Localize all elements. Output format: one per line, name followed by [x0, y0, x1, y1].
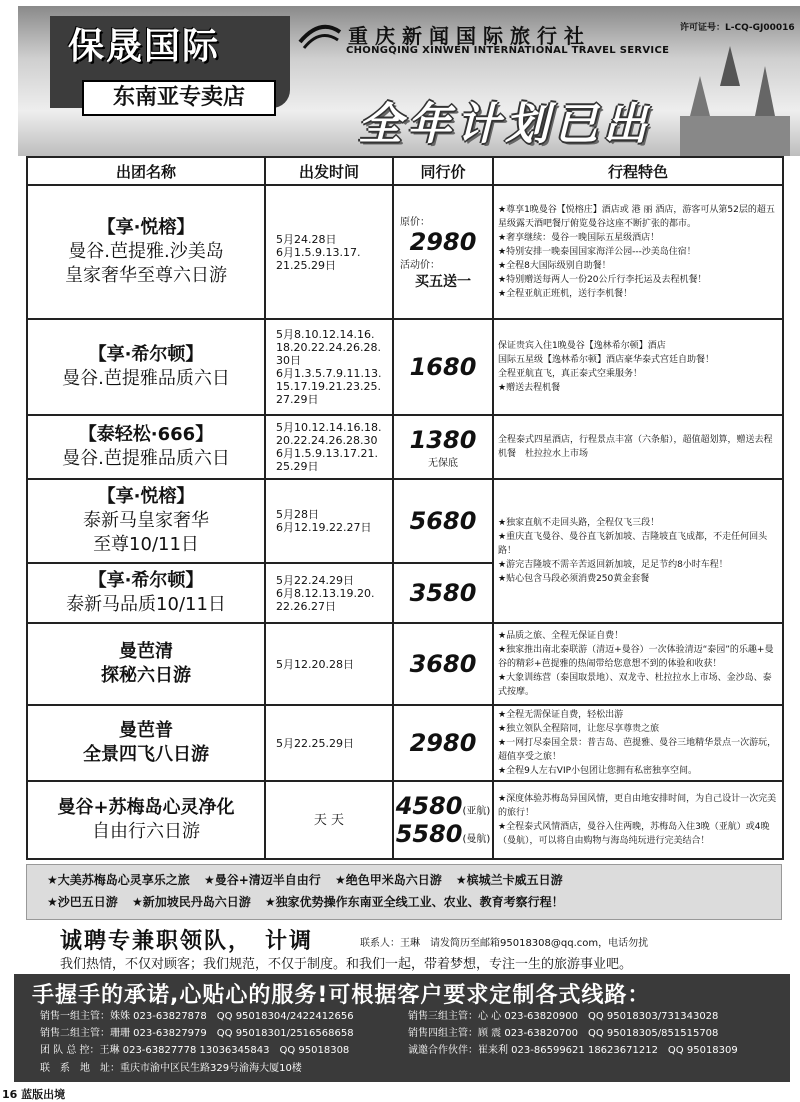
contacts-left — [40, 1008, 354, 1059]
more-tour-item: ★槟城兰卡威五日游 — [455, 873, 563, 887]
recruit-title: 诚聘专兼职领队， 计调 — [60, 929, 314, 954]
tour-features: 保证贵宾入住1晚曼谷【逸林希尔顿】酒店 国际五星级【逸林希尔顿】酒店豪华泰式宫廷自助餐！ 全程亚航直飞，真正泰式空乘服务！ ★赠送去程机餐 — [493, 319, 783, 415]
agency-name-cn: 重庆新闻国际旅行社 — [348, 24, 591, 48]
contact-line: 销售三组主管：心 心 023-63820900 QQ 95018303/731343028 — [408, 1011, 719, 1022]
contact-footer — [14, 974, 790, 1082]
departure-dates: 5月28日 6月12.19.22.27日 — [265, 479, 393, 563]
more-tour-item: ★绝色甲米岛六日游 — [334, 873, 442, 887]
departure-dates: 5月22.24.29日 6月8.12.13.19.20. 22.26.27日 — [265, 563, 393, 623]
tour-name: 【享·希尔顿】 曼谷.芭提雅品质六日 — [27, 319, 265, 415]
table-row — [27, 705, 783, 781]
tour-features: ★独家直航不走回头路，全程仅飞三段！ ★重庆直飞曼谷、曼谷直飞新加坡、吉隆坡直飞成都，不走任何回头路！ ★游完吉隆坡不需辛苦返回新加坡，足足节约8小时车程！ ★贴心包含马段必须消费250黄金套餐 — [493, 479, 783, 623]
price-cell: 1680 — [393, 319, 493, 415]
price-cell: 4580(亚航) 5580(曼航) — [393, 781, 493, 859]
contact-line: 销售四组主管：顾 震 023-63820700 QQ 95018305/851515708 — [408, 1028, 719, 1039]
table-row — [27, 623, 783, 705]
table-row — [27, 479, 783, 563]
more-tour-item: ★新加坡民丹岛六日游 — [131, 895, 251, 909]
price-cell: 原价： 2980 活动价： 买五送一 — [393, 185, 493, 319]
price-cell: 3680 — [393, 623, 493, 705]
contact-line: 销售二组主管：珊珊 023-63827979 QQ 95018301/2516568658 — [40, 1028, 354, 1039]
tour-name: 【享·希尔顿】 泰新马品质10/11日 — [27, 563, 265, 623]
agency-name-en: CHONGQING XINWEN INTERNATIONAL TRAVEL SERVICE — [346, 45, 670, 56]
departure-dates: 天 天 — [265, 781, 393, 859]
tour-features: ★尊享1晚曼谷【悦榕庄】酒店或 港 丽 酒店，游客可从第52层的超五星级露天酒吧餐厅俯览曼谷这座不断扩张的都市。 ★奢享继续：曼谷一晚国际五星级酒店！ ★特别安排一晚泰国国家海洋公园---沙美岛住宿！ ★全程8大国际级别自助餐！ ★特别赠送每两人一份20公斤行李托运及去程机餐！ ★全程亚航正班机，送行李机餐！ — [493, 185, 783, 319]
departure-dates: 5月12.20.28日 — [265, 623, 393, 705]
page-footer: 16 蓝版出境 — [2, 1088, 66, 1101]
more-tour-item: ★独家优势操作东南亚全线工业、农业、教育考察行程！ — [264, 895, 564, 909]
recruit-contact: 联系人：王琳 请发简历至邮箱95018308@qq.com，电话勿扰 — [360, 938, 649, 949]
table-row — [27, 415, 783, 479]
more-tour-item: ★曼谷+清迈半自由行 — [203, 873, 321, 887]
more-tour-item: ★大美苏梅岛心灵享乐之旅 — [47, 873, 190, 887]
table-row — [27, 319, 783, 415]
contact-line: 销售一组主管：姝姝 023-63827878 QQ 95018304/2422412656 — [40, 1011, 354, 1022]
tour-name: 【享·悦榕】 泰新马皇家奢华 至尊10/11日 — [27, 479, 265, 563]
temple-illustration — [670, 46, 790, 156]
column-header: 出发时间 — [265, 157, 393, 185]
tour-name: 曼芭普 全景四飞八日游 — [27, 705, 265, 781]
departure-dates: 5月8.10.12.14.16. 18.20.22.24.26.28. 30日 6月1.3.5.7.9.11.13. 15.17.19.21.23.25. 27.29日 — [265, 319, 393, 415]
price-cell: 3580 — [393, 563, 493, 623]
price-cell: 5680 — [393, 479, 493, 563]
tour-name: 曼谷+苏梅岛心灵净化 自由行六日游 — [27, 781, 265, 859]
license-number: 许可证号：L-CQ-GJ00016 — [680, 23, 795, 33]
brand-name: 保晟国际 — [68, 25, 221, 67]
header-banner — [18, 6, 800, 156]
column-header: 同行价 — [393, 157, 493, 185]
column-header: 出团名称 — [27, 157, 265, 185]
slogan: 全年计划已出 — [358, 99, 652, 150]
departure-dates: 5月10.12.14.16.18. 20.22.24.26.28.30 6月1.5.9.13.17.21. 25.29日 — [265, 415, 393, 479]
departure-dates: 5月24.28日 6月1.5.9.13.17. 21.25.29日 — [265, 185, 393, 319]
agency-logo-icon — [298, 22, 342, 52]
brand-subtitle: 东南亚专卖店 — [82, 80, 276, 116]
tour-table — [26, 156, 784, 860]
contact-line: 团 队 总 控：王琳 023-63827778 13036345843 QQ 95018308 — [40, 1045, 350, 1056]
more-tour-item: ★沙巴五日游 — [47, 895, 118, 909]
table-header-row — [27, 157, 783, 185]
price-cell: 2980 — [393, 705, 493, 781]
contact-line: 诚邀合作伙伴：崔来利 023-86599621 18623671212 QQ 95018309 — [408, 1045, 738, 1056]
tour-features: ★品质之旅、全程无保证自费！ ★独家推出南北泰联游（清迈+曼谷）一次体验清迈“泰园”的乐趣+曼谷的精彩+芭提雅的热闹带给您意想不到的体验和收获！ ★大象训练营（泰国取景地）、双龙寺、杜拉拉水上市场、金沙岛、泰式按摩。 — [493, 623, 783, 705]
tour-name: 【享·悦榕】 曼谷.芭提雅.沙美岛 皇家奢华至尊六日游 — [27, 185, 265, 319]
contact-address: 联 系 地 址：重庆市渝中区民生路329号渝海大厦10楼 — [40, 1063, 302, 1074]
company-motto: 我们热情，不仅对顾客；我们规范，不仅于制度。和我们一起，带着梦想，专注一生的旅游事业吧。 — [60, 957, 633, 972]
tour-name: 【泰轻松·666】 曼谷.芭提雅品质六日 — [27, 415, 265, 479]
tour-name: 曼芭清 探秘六日游 — [27, 623, 265, 705]
service-promise: 手握手的承诺,心贴心的服务!可根据客户要求定制各式线路： — [32, 983, 651, 1008]
departure-dates: 5月22.25.29日 — [265, 705, 393, 781]
column-header: 行程特色 — [493, 157, 783, 185]
price-cell: 1380 无保底 — [393, 415, 493, 479]
tour-features: 全程泰式四星酒店，行程景点丰富（六条船），超值超划算，赠送去程机餐 杜拉拉水上市场 — [493, 415, 783, 479]
table-row — [27, 185, 783, 319]
tour-features: ★全程无需保证自费，轻松出游 ★独立领队全程陪同，让您尽享尊贵之旅 ★一网打尽泰国全景：普吉岛、芭提雅、曼谷三地精华景点一次游玩，超值享受之旅！ ★全程9人左右VIP小包团让您拥有私密独享空间。 — [493, 705, 783, 781]
table-row — [27, 781, 783, 859]
tour-features: ★深度体验苏梅岛异国风情，更自由地安排时间，为自己设计一次完美的旅行！ ★全程泰式风情酒店，曼谷入住两晚，苏梅岛入住3晚（亚航）或4晚（曼航），可以将自由购物与海岛纯玩进行完美结合！ — [493, 781, 783, 859]
more-tours-list — [26, 864, 782, 920]
contacts-right — [408, 1008, 738, 1059]
